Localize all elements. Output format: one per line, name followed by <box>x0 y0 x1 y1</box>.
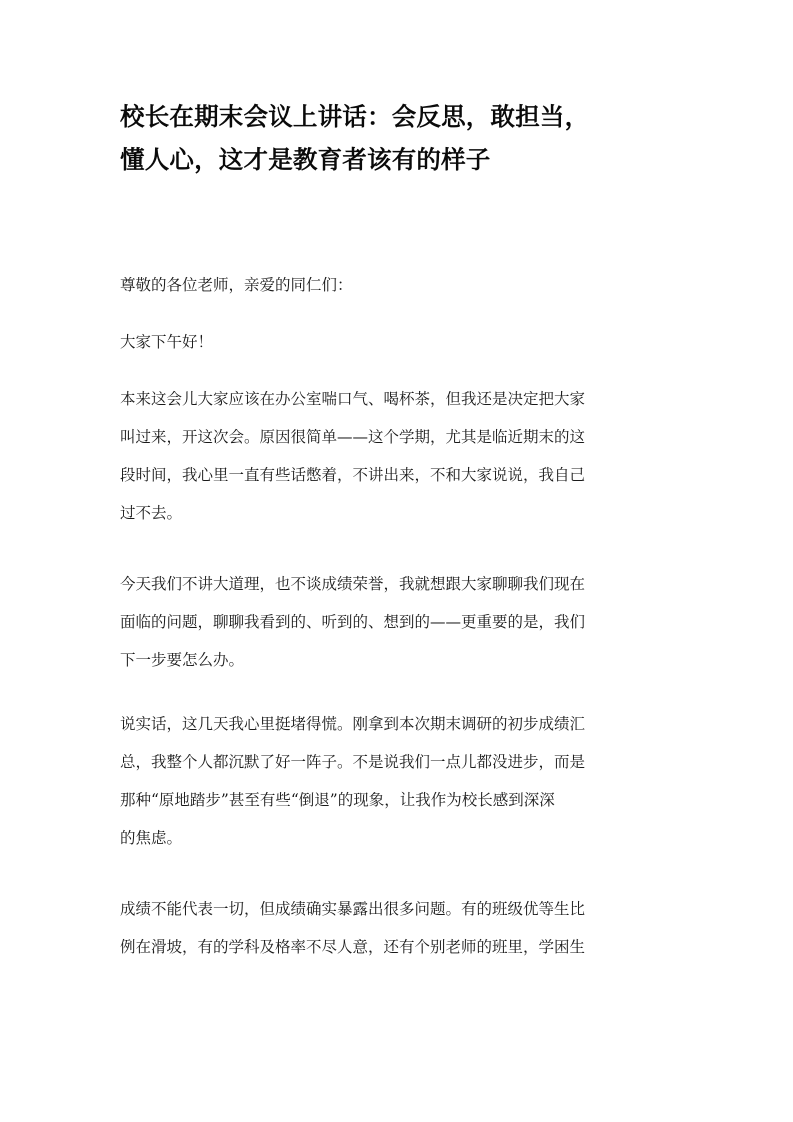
page-title <box>120 95 680 181</box>
text-line: 今天我们不讲大道理，也不谈成绩荣誉，我就想跟大家聊聊我们现在 <box>120 575 586 593</box>
body-paragraph <box>120 565 690 679</box>
text-line: 总，我整个人都沉默了好一阵子。不是说我们一点儿都没进步，而是 <box>120 753 586 771</box>
text-line: 下一步要怎么办。 <box>120 651 245 669</box>
text-line: 叫过来，开这次会。原因很简单——这个学期，尤其是临近期末的这 <box>120 428 586 446</box>
title-line: 懂人心，这才是教育者该有的样子 <box>120 145 491 174</box>
body-paragraph <box>120 890 690 966</box>
text-line: 过不去。 <box>120 504 183 522</box>
text-line: 面临的问题，聊聊我看到的、听到的、想到的——更重要的是，我们 <box>120 613 586 631</box>
salutation-paragraph <box>120 266 690 304</box>
body-paragraph <box>120 705 690 857</box>
text-line: 那种“原地踏步”甚至有些“倒退”的现象，让我作为校长感到深深 <box>120 791 555 809</box>
text-line: 尊敬的各位老师，亲爱的同仁们： <box>120 276 353 294</box>
text-line: 例在滑坡，有的学科及格率不尽人意，还有个别老师的班里，学困生 <box>120 938 586 956</box>
greeting-paragraph <box>120 323 690 361</box>
text-line: 的焦虑。 <box>120 829 183 847</box>
text-line: 说实话，这几天我心里挺堵得慌。刚拿到本次期末调研的初步成绩汇 <box>120 715 586 733</box>
text-line: 段时间，我心里一直有些话憋着，不讲出来，不和大家说说，我自己 <box>120 466 586 484</box>
body-paragraph <box>120 380 690 532</box>
text-line: 本来这会儿大家应该在办公室喘口气、喝杯茶，但我还是决定把大家 <box>120 390 586 408</box>
text-line: 大家下午好！ <box>120 333 214 351</box>
title-line: 校长在期末会议上讲话：会反思，敢担当， <box>120 102 590 131</box>
text-line: 成绩不能代表一切，但成绩确实暴露出很多问题。有的班级优等生比 <box>120 900 586 918</box>
